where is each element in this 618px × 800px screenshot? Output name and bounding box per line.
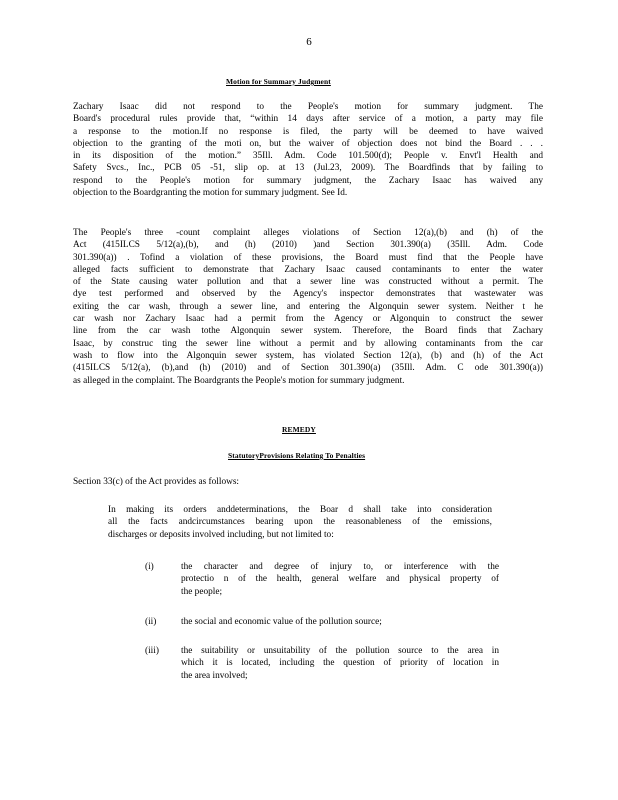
paragraph-section-33c-intro bbox=[73, 476, 313, 488]
paragraph-failure-to-respond bbox=[73, 101, 543, 199]
heading-remedy: REMEDY bbox=[282, 425, 316, 434]
text-line: Safety Svcs., Inc., PCB 05 -51, slip op. at 13 (Jul.23, 2009). The Boardfinds that by failing to bbox=[73, 163, 543, 174]
list-item-number: (i) bbox=[145, 562, 154, 572]
list-item-text bbox=[181, 645, 499, 682]
text-line: (415ILCS 5/12(a), (b),and (h) (2010) and of Section 301.390(a) (35Ill. Adm. C ode 301.390(a)) bbox=[73, 363, 543, 374]
text-line: Board's procedural rules provide that, “within 14 days after service of a motion, a party may file bbox=[73, 114, 543, 125]
text-line: 301.390(a)) . Tofind a violation of these provisions, the Board must find that the People have bbox=[73, 252, 543, 263]
text-line: as alleged in the complaint. The Boardgrants the People's motion for summary judgment. bbox=[73, 375, 405, 386]
paragraph-violations-found bbox=[73, 227, 543, 387]
heading-statutory-provisions: StatutoryProvisions Relating To Penalties bbox=[228, 451, 366, 460]
text-line: which it is located, including the question of priority of location in bbox=[181, 658, 499, 669]
text-line: the people; bbox=[181, 586, 223, 597]
text-line: Act (415ILCS 5/12(a),(b), and (h) (2010) )and Section 301.390(a) (35Ill. Adm. Code bbox=[73, 240, 543, 251]
text-line: alleged facts sufficient to demonstrate that Zachary Isaac caused contaminants to enter the water bbox=[73, 264, 543, 275]
list-item-number: (ii) bbox=[145, 617, 157, 627]
text-line: In making its orders anddeterminations, the Boar d shall take into consideration bbox=[108, 505, 492, 515]
text-line: car wash nor Zachary Isaac had a permit from the Agency or Algonquin to construct the sewer bbox=[73, 314, 543, 325]
text-line: a response to the motion.If no response is filed, the party will be deemed to have waived bbox=[73, 126, 543, 137]
text-line: The People's three -count complaint alleges violations of Section 12(a),(b) and (h) of the bbox=[73, 228, 543, 238]
text-line: dye test performed and observed by the Agency's inspector demonstrates that wastewater was bbox=[73, 289, 543, 300]
text-line: objection to the Boardgranting the motion for summary judgment. See Id. bbox=[73, 188, 348, 199]
text-line: Zachary Isaac did not respond to the People's motion for summary judgment. The bbox=[73, 102, 543, 112]
page-number: 6 bbox=[306, 36, 312, 48]
text-line: the suitability or unsuitability of the pollution source to the area in bbox=[181, 646, 499, 656]
heading-motion-for-summary-judgment: Motion for Summary Judgment bbox=[226, 77, 331, 86]
text-line: in its disposition of the motion.” 35Ill. Adm. Code 101.500(d); People v. Envt'l Health and bbox=[73, 151, 543, 162]
list-item-text bbox=[181, 561, 499, 598]
text-line: all the facts andcircumstances bearing upon the reasonableness of the emissions, bbox=[108, 517, 492, 528]
text-line: wash to flow into the Algonquin sewer system, has violated Section 12(a), (b) and (h) of the Act bbox=[73, 350, 543, 361]
list-item-number: (iii) bbox=[145, 646, 159, 656]
text-line: protectio n of the health, general welfare and physical property of bbox=[181, 574, 499, 585]
text-line: line from the car wash tothe Algonquin sewer system. Therefore, the Board finds that Zachary bbox=[73, 326, 543, 337]
text-line: the character and degree of injury to, or interference with the bbox=[181, 562, 499, 572]
text-line: discharges or deposits involved including, but not limited to: bbox=[108, 529, 334, 540]
block-quote-section-33c bbox=[108, 504, 492, 541]
text-line: Isaac, by construc ting the sewer line without a permit and by allowing contaminants from the car bbox=[73, 338, 543, 349]
text-line: the social and economic value of the pollution source; bbox=[181, 617, 382, 627]
text-line: objection to the granting of the moti on, but the waiver of objection does not bind the Board . . . bbox=[73, 138, 543, 149]
text-line: exiting the car wash, through a sewer line, and entering the Algonquin sewer system. Neither t he bbox=[73, 301, 543, 312]
text-line: the area involved; bbox=[181, 670, 248, 681]
text-line: of the State causing water pollution and that a sewer line was constructed without a permit. The bbox=[73, 277, 543, 288]
text-line: Section 33(c) of the Act provides as follows: bbox=[73, 477, 240, 487]
text-line: respond to the People's motion for summary judgment, the Zachary Isaac has waived any bbox=[73, 175, 543, 186]
list-item-text bbox=[181, 616, 499, 628]
